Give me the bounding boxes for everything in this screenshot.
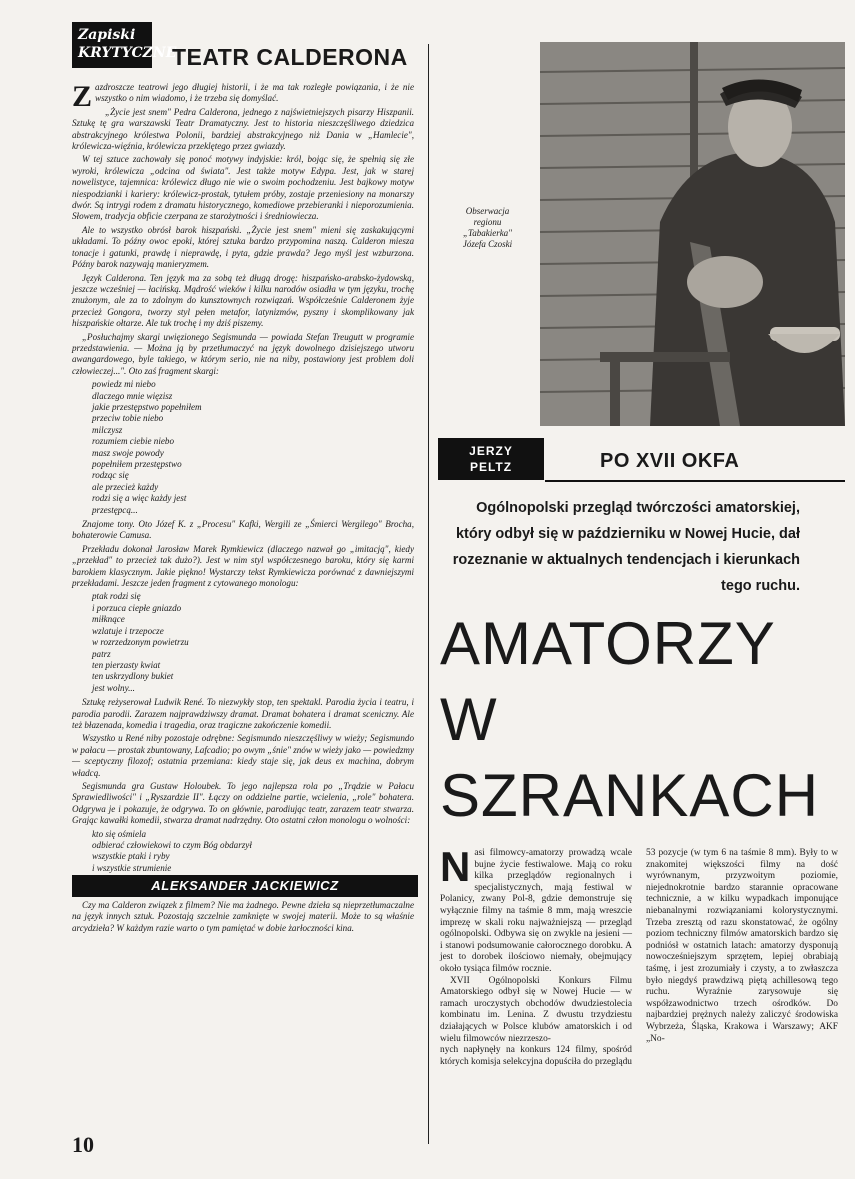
- kicker-rule: [545, 480, 845, 482]
- paragraph: Sztukę reżyserował Ludwik René. To niezwykły stop, ten spektakl. Parodia życia i teatru, i parodia parodii. Zarazem najprawdziwszy dramat. Dramat bohatera i dramat sceniczny. Ale też błazenada, komedia i tragedia, oraz tragiczne zakończenie komedii.: [72, 697, 414, 730]
- kicker-heading: PO XVII OKFA: [600, 450, 740, 472]
- paragraph: XVII Ogólnopolski Konkurs Filmu Amatorskiego odbył się w Nowej Hucie — w ramach uroczystych obchodów dwudziestolecia kombinatu im. Lenina. Z dwustu trzydziestu działających w Polsce klubów amatorskich i od wielu filmowców niezrzeszo-: [440, 975, 632, 1044]
- right-article-body: [440, 843, 838, 1138]
- poem-line: ale przecież każdy: [92, 481, 159, 492]
- poem-line: przeciw tobie niebo: [92, 413, 164, 424]
- poem-line: odbierać człowiekowi to czym Bóg obdarzył: [92, 840, 252, 850]
- poem-line: patrz: [92, 648, 111, 659]
- poem-line: milczysz: [92, 424, 123, 435]
- paragraph: Nasi filmowcy-amatorzy prowadzą wcale bujne życie festiwalowe. Mają co roku kilka przeglądów regionalnych i specjalistycznych, mają festiwal w Polanicy, zwany Pol-8, gdzie demonstruje się wyłącznie filmy na taśmie 8 mm, mają wreszcie imprezę w skali roku najważniejszą — przegląd ogólnopolski. Odbywa się on zwykle na jesieni — i stanowi podsumowanie całorocznego dorobku. A jest to dorobek ilościowo niemały, obejmujący około tysiąca filmów rocznie.: [440, 843, 632, 974]
- paragraph: Znajome tony. Oto Józef K. z „Procesu" Kafki, Wergili ze „Śmierci Wergilego" Brocha, bohaterowie Camusa.: [72, 519, 414, 541]
- poem-line: popełniłem przestępstwo: [92, 459, 182, 469]
- paragraph: W tej sztuce zachowały się ponoć motywy indyjskie: król, bojąc się, że spełnią się złe wyroki, królewicza „odcina od świata". Jest także motyw Edypa. Jest, jak w starej nowelistyce, tajemnica: królewicz długo nie wie o swoim pochodzeniu. Jest bajkowy motyw niespodzianki i kariery: królewicz-prostak, tytułem próby, zostaje przeniesiony na monarszy dwór. Są intrygi rodem z dramatu historycznego, komediowe przebieranki i nieporozumienia. Słowem, tradycja obficie czerpana ze starożytności i średniowiecza.: [72, 154, 414, 222]
- byline-box: [438, 438, 544, 480]
- poem-line: rozumiem ciebie niebo: [92, 436, 174, 447]
- poem-line: miłknące: [92, 614, 125, 625]
- byline-last-name: PELTZ: [469, 460, 513, 474]
- left-article-title: TEATR CALDERONA: [172, 44, 408, 70]
- paragraph: Segismunda gra Gustaw Holoubek. To jego najlepsza rola po „Trądzie w Pałacu Sprawiedliwości" i „Ryszardzie II". Łączy on oddzielne partie, wcielenia, „role" bohatera. Odgrywa je i pokazuje, że odgrywa. To on głównie, parodiując teatr, zarazem teatr stwarza. Grając kawałki komedii, stwarza dramat nadrzędny. Oto ostatni człon monologu o wolności:: [72, 780, 414, 826]
- column-logo: [72, 22, 177, 68]
- paragraph: „Posłuchajmy skargi uwięzionego Segismunda — powiada Stefan Treugutt w programie przedstawienia. — Można ją by przetłumaczyć na język dowolnego dzisiejszego utworu awangardowego, byle takiego, w którym serio, nie na niby, postawiony jest problem doli człowieczej...". Oto zaś fragment skargi:: [72, 331, 414, 376]
- headline-line: AMATORZY: [440, 610, 776, 677]
- poem-line: powiedz mi niebo: [92, 379, 156, 390]
- photo-man-with-tobacco-box: [540, 42, 845, 426]
- page-number: 10: [72, 1132, 94, 1157]
- paragraph: nych napłynęły na konkurs 124 filmy, spośród których komisja selekcyjna dopuściła do przeglądu 53 pozycje (w tym 6 na taśmie 8 mm). Były to w znakomitej większości filmy na dość wyrównanym, przyzwoitym poziomie, niejednokrotnie bardzo starannie opracowane technicznie, a w kilku wypadkach imponujące niebanalnymi rozwiązaniami kolorystycznymi. Trzeba zresztą od razu skonstatować, że ogólny poziom techniczny filmów amatorskich bardzo się podniósł w ostatnich latach: amatorzy dysponują nowocześniejszym sprzętem, lepiej obrabiają taśmę, i jest zrozumiały i czysty, a to zwłaszcza było niegdyś prawdziwą piętą achillesową tego ruchu. Wyraźnie zarysowuje się współzawodnictwo trzech ośrodków. Do najbardziej prężnych należy zaliczyć środowiska Wybrzeża, Śląska, Krakowa i Warszawy; AKF „No-: [440, 848, 838, 1067]
- caption-line: Obserwacja: [465, 206, 510, 216]
- column-divider: [428, 44, 429, 1144]
- logo-line-2: KRYTYCZNE: [78, 45, 177, 61]
- paragraph: „Życie jest snem" Pedra Calderona, jednego z najświetniejszych pisarzy Hiszpanii. Sztukę tę gra warszawski Teatr Dramatyczny. Jest to historia nieszczęśliwego dziedzica abstrakcyjnego królestwa Polonii, bardziej abstrakcyjnego niż Dania w „Hamlecie", królewicza-więźnia, królewicza przeklętego przez gwiazdy.: [72, 106, 414, 152]
- poem-line: jest wolny...: [92, 682, 135, 693]
- poem-excerpt-2: [92, 591, 414, 694]
- poem-line: przestępcą...: [92, 504, 138, 515]
- drop-cap: N: [440, 843, 471, 890]
- poem-line: jakie przestępstwo popełniłem: [92, 401, 202, 412]
- paragraph: Język Calderona. Ten język ma za sobą też długą drogę: hiszpańsko-arabsko-żydowską, jeszcze wcześniej — łacińską. Mądrość wieków i kilku narodów osiadła w tym języku, trochę znużonym, ale za to zdolnym do kunsztownych rozwiązań. Współcześnie Calderonem żyje przecież Gongora, tworzy styl pełen metafor, latynizmów, pyszny i skomplikowany jak hiszpańskie ołtarze. Ale tuk trochę i my dziś piszemy.: [72, 272, 414, 329]
- poem-line: wzlatuje i trzepocze: [92, 625, 164, 636]
- poem-line: kto się ośmiela: [92, 828, 147, 839]
- poem-line: rodząc się: [92, 470, 129, 481]
- headline-line: W: [440, 686, 498, 753]
- logo-line-1: Zapiski: [78, 27, 136, 43]
- right-article-headline: [440, 606, 845, 834]
- drop-cap: Z: [72, 80, 93, 113]
- paragraph: Czy ma Calderon związek z filmem? Nie ma żadnego. Pewne dzieła są nieprzetłumaczalne na język innych sztuk. Pozostają szczelnie zamknięte w swojej materii. Może to są właśnie arcydzieła? W każdym razie warto o tym pamiętać w dobie żarłoczności kina.: [72, 900, 414, 933]
- poem-line: dlaczego mnie więzisz: [92, 390, 173, 401]
- poem-line: w rozrzedzonym powietrzu: [92, 637, 189, 648]
- poem-line: rodzi się a więc każdy jest: [92, 493, 187, 504]
- poem-line: masz swoje powody: [92, 447, 164, 458]
- poem-line: i wszystkie strumienie: [92, 862, 172, 873]
- poem-line: ptak rodzi się: [92, 591, 141, 602]
- poem-line: wszystkie ptaki i ryby: [92, 851, 170, 862]
- author-signature: ALEKSANDER JACKIEWICZ: [72, 875, 418, 897]
- paragraph: Zazdroszcze teatrowi jego długiej historii, i że ma tak rozległe powiązania, i że nie wszystko o nim wiadomo, i że trzeba się domyślać.: [72, 80, 414, 113]
- paragraph: Ale to wszystko obrósł barok hiszpański. „Życie jest snem" mieni się zaskakującymi układami. To późny owoc epoki, której sztuka bardzo przypomina naszą. Calderon miesza tonacje i gatunki, prawdę i nieprawdę, i pyta, gdzie prawda? Jego myśl jest wzburzona. Późny barok nazywają manieryzmem.: [72, 224, 414, 270]
- headline-line: SZRANKACH: [440, 762, 820, 829]
- poem-line: i porzuca ciepłe gniazdo: [92, 602, 182, 613]
- paragraph: Wszystko u René niby pozostaje odrębne: Segismundo nieszczęśliwy w wieży; Segismundo w pałacu — prostak zbuntowany, Lafcadio; po owym „śnie" znów w wieży jako — powiedzmy — sceptyczny filozof; ostatnia przemiana: kiedy staje się, jak deus ex machina, dobrym władcą.: [72, 733, 414, 778]
- caption-line: regionu: [473, 217, 502, 227]
- lead-paragraph: Ogólnopolski przegląd twórczości amatorskiej, który odbył się w październiku w Nowej Hucie, dał rozeznanie w aktualnych tendencjach i kierunkach tego ruchu.: [452, 500, 800, 594]
- byline-first-name: JERZY: [469, 444, 513, 458]
- photo-caption: [445, 206, 530, 250]
- poem-excerpt-1: [92, 379, 414, 516]
- caption-line: Józefa Czoski: [462, 239, 513, 249]
- poem-line: ten uskrzydlony bukiet: [92, 671, 174, 682]
- paragraph: Przekładu dokonał Jarosław Marek Rymkiewicz (dlaczego nazwał go „imitacją", kiedy „przekład" to przecież tak dużo?). Jest w nim styl współczesnego baroku, który się karmi barokiem klasycznym. Jakie piękno! Wystarczy tekst Rymkiewicza porównać z dawniejszymi przekładami. Jeszcze jeden fragment z cytowanego monologu:: [72, 543, 414, 589]
- caption-line: „Tabakierka": [463, 228, 512, 238]
- poem-line: ten pierzasty kwiat: [92, 659, 161, 670]
